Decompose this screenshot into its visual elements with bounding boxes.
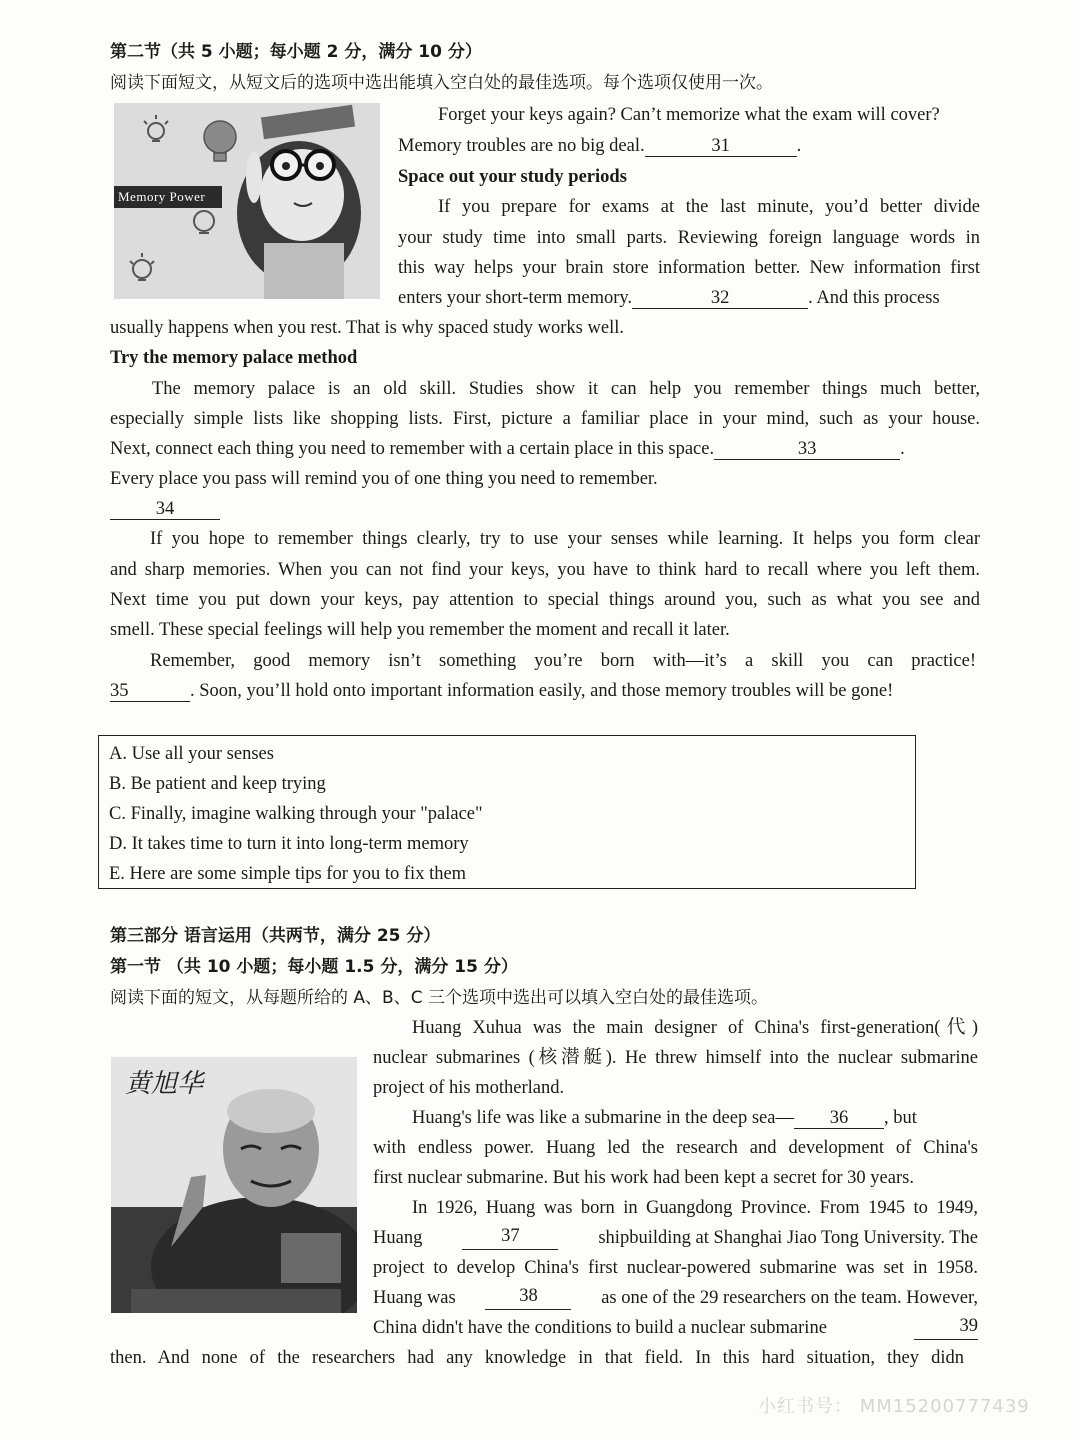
blank-39[interactable]: 39 xyxy=(914,1316,978,1340)
memory-girl-illustration xyxy=(114,103,380,299)
para-b-line-3: Next, connect each thing you need to remember with a certain place in this space. 33 . xyxy=(110,439,905,459)
para-c-line-2: and sharp memories. When you can not find your keys, you have to think hard to recall where you left them. xyxy=(110,560,980,580)
blank-32[interactable]: 32 xyxy=(632,288,808,309)
memory-power-label: Memory Power xyxy=(118,189,206,204)
option-e[interactable]: E. Here are some simple tips for you to fix them xyxy=(109,864,467,884)
huang-xuhua-photo xyxy=(111,1057,357,1313)
para-a-line-2: your study time into small parts. Reviewing foreign language words in xyxy=(398,228,980,248)
para-c-line-4: smell. These special feelings will help you remember the moment and recall it later. xyxy=(110,620,730,640)
option-a[interactable]: A. Use all your senses xyxy=(109,744,274,764)
blank-33[interactable]: 33 xyxy=(714,439,900,460)
p3-line-4: Huang's life was like a submarine in the deep sea— 36 , but xyxy=(412,1108,917,1128)
watermark: 小红书号： MM15200777439 xyxy=(758,1396,1030,1417)
p3-line-8: Huang 37 shipbuilding at Shanghai Jiao Tong University. The xyxy=(373,1226,978,1248)
option-d[interactable]: D. It takes time to turn it into long-term memory xyxy=(109,834,469,854)
para-c-line-3: Next time you put down your keys, pay attention to special things around you, such as what you see and xyxy=(110,590,980,610)
blank-34[interactable]: 34 xyxy=(110,499,220,520)
intro-line-2: Memory troubles are no big deal. 31 . xyxy=(398,136,802,156)
p3-line-9: project to develop China's first nuclear-powered submarine was set in 1958. xyxy=(373,1258,978,1278)
blank-37[interactable]: 37 xyxy=(462,1226,558,1250)
intro-line-1: Forget your keys again? Can’t memorize what the exam will cover? xyxy=(438,105,940,125)
p3-line-7: In 1926, Huang was born in Guangdong Province. From 1945 to 1949, xyxy=(412,1198,978,1218)
para-d-line-2: 35 . Soon, you’ll hold onto important information easily, and those memory troubles will be gone! xyxy=(110,681,894,701)
heading-memory-palace: Try the memory palace method xyxy=(110,348,358,368)
para-b-line-4: Every place you pass will remind you of one thing you need to remember. xyxy=(110,469,658,489)
para-b-line-1: The memory palace is an old skill. Studies show it can help you remember things much better, xyxy=(152,379,980,399)
blank-34-line xyxy=(110,497,220,521)
huang-signature: 黄旭华 xyxy=(125,1069,204,1099)
p3-line-2: nuclear submarines (核潜艇). He threw himself into the nuclear submarine xyxy=(373,1048,978,1068)
p3-line-6: first nuclear submarine. But his work had been kept a secret for 30 years. xyxy=(373,1168,914,1188)
para-a-line-5: usually happens when you rest. That is why spaced study works well. xyxy=(110,318,624,338)
blank-31[interactable]: 31 xyxy=(645,136,797,157)
blank-38[interactable]: 38 xyxy=(485,1286,571,1310)
part3-heading: 第三部分 语言运用（共两节，满分 25 分） xyxy=(110,926,441,946)
para-b-line-2: especially simple lists like shopping lists. First, picture a familiar place in your mind, such as your house. xyxy=(110,409,980,429)
para-a-line-4: enters your short-term memory. 32 . And this process xyxy=(398,288,940,308)
p3-line-5: with endless power. Huang led the research and development of China's xyxy=(373,1138,978,1158)
p3-line-12: then. And none of the researchers had any knowledge in that field. In this hard situation, they didn xyxy=(110,1348,964,1368)
para-d-line-1: Remember, good memory isn’t something you’re born with—it’s a skill you can practice! xyxy=(150,651,976,671)
part3-subheading: 第一节 （共 10 小题；每小题 1.5 分，满分 15 分） xyxy=(110,957,518,977)
p3-line-1: Huang Xuhua was the main designer of China's first-generation(代) xyxy=(412,1018,978,1038)
p3-line-11: China didn't have the conditions to build a nuclear submarine 39 xyxy=(373,1316,978,1338)
blank-35[interactable]: 35 xyxy=(110,681,190,702)
para-a-line-1: If you prepare for exams at the last minute, you’d better divide xyxy=(438,197,980,217)
p3-line-10: Huang was 38 as one of the 29 researchers on the team. However, xyxy=(373,1286,978,1308)
section2-instruction: 阅读下面短文，从短文后的选项中选出能填入空白处的最佳选项。每个选项仅使用一次。 xyxy=(110,73,773,93)
p3-line-3: project of his motherland. xyxy=(373,1078,565,1098)
option-c[interactable]: C. Finally, imagine walking through your "palace" xyxy=(109,804,483,824)
options-box xyxy=(98,735,916,889)
option-b[interactable]: B. Be patient and keep trying xyxy=(109,774,326,794)
section2-heading: 第二节（共 5 小题；每小题 2 分，满分 10 分） xyxy=(110,42,482,62)
para-a-line-3: this way helps your brain store information better. New information first xyxy=(398,258,980,278)
part3-instruction: 阅读下面的短文，从每题所给的 A、B、C 三个选项中选出可以填入空白处的最佳选项。 xyxy=(110,988,768,1008)
blank-36[interactable]: 36 xyxy=(794,1108,884,1129)
heading-space-out: Space out your study periods xyxy=(398,167,627,187)
para-c-line-1: If you hope to remember things clearly, try to use your senses while learning. It helps you form clear xyxy=(150,529,980,549)
